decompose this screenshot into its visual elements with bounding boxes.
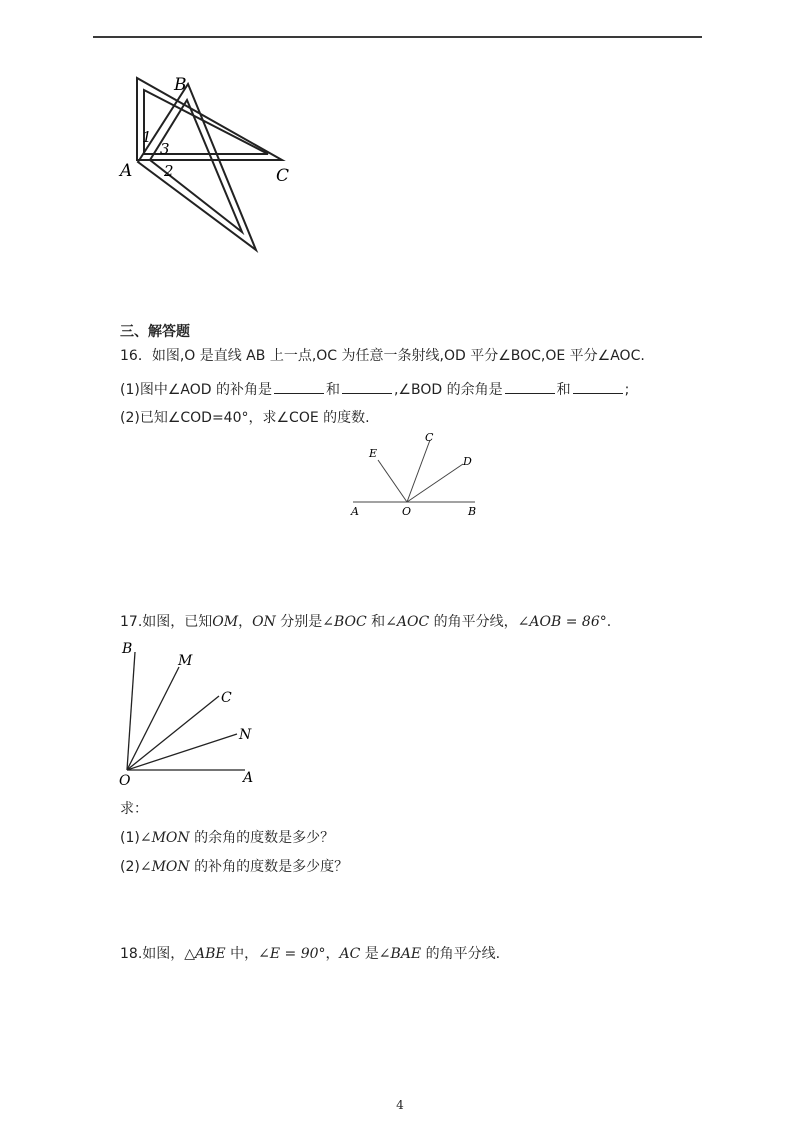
ray-oc [127,696,219,770]
ray-oe [378,460,407,502]
bisector-figure [115,638,265,788]
triangles-figure [110,72,310,257]
header-rule [93,36,702,38]
q17-equation: ∠AOB = 86° [517,614,607,630]
q17-sub2-math: ∠MON [139,859,190,875]
q16-part2: (2)已知∠COD=40°，求∠COE 的度数. [120,410,370,426]
q18-angle-e: ∠E = 90° [258,946,326,962]
answer-blank [573,379,623,394]
label-d: D [463,455,472,468]
q17-om: OM [212,614,239,630]
label-a: A [243,770,254,786]
q18-text-1: 18.如图， [120,946,185,962]
label-b: B [122,641,133,657]
answer-blank [342,379,392,394]
answer-blank [274,379,324,394]
label-e: E [369,447,378,460]
ray-od [407,464,463,502]
q17-text-5: 的角平分线， [429,614,518,630]
q17-on: ON [252,614,276,630]
q17-boc: ∠BOC [322,614,367,630]
q17-sub1 [120,828,334,848]
answer-blank [505,379,555,394]
q18-bae: ∠BAE [378,946,422,962]
q17-ask: 求： [120,801,148,817]
q17-sub2-text: 的补角的度数是多少度？ [189,859,349,875]
label-o: O [402,505,412,518]
q17-text-4: 和 [366,614,386,630]
angle-3-label: 3 [160,140,170,158]
q17-sub1-math: ∠MON [139,830,190,846]
rays-figure [345,426,490,521]
q16-part1-text-a: (1)图中∠AOD 的补角是 [120,382,272,398]
q18-text-3: ， [325,946,340,962]
q16-text: 16．如图,O 是直线 AB 上一点,OC 为任意一条射线,OD 平分∠BOC,OE 平分∠AOC. [120,348,645,364]
q16-part1-text-d: 和 [556,382,571,398]
q17-text-1: 17.如图，已知 [120,614,213,630]
q16-part1 [120,379,629,400]
label-a: A [351,505,359,518]
q16-part1-text-b: 和 [325,382,340,398]
ray-oc [407,440,430,502]
q17-text [120,612,611,632]
q17-text-2: ， [238,614,253,630]
q16-part1-text-c: ,∠BOD 的余角是 [393,382,503,398]
label-o: O [119,773,131,788]
label-c: C [221,690,232,706]
q16-part1-text-e: ; [624,382,630,398]
ray-ob [127,652,135,770]
label-c: C [425,431,434,444]
q17-sub1-prefix: (1) [120,830,140,846]
angle-2-label: 2 [164,162,174,180]
q17-sub1-text: 的余角的度数是多少？ [189,830,335,846]
section-title: 三、解答题 [120,324,190,340]
label-n: N [239,727,252,743]
q18-triangle: △ABE [184,946,226,962]
angle-1-label: 1 [142,128,152,146]
label-c: C [276,166,290,186]
q17-text-6: . [606,614,612,630]
q18-text-4: 是 [360,946,379,962]
q17-aoc: ∠AOC [385,614,430,630]
ray-om [127,667,179,770]
page-number: 4 [396,1098,404,1112]
q17-text-3: 分别是 [275,614,323,630]
q18-text-2: 中， [225,946,259,962]
q18-text-5: 的角平分线. [421,946,501,962]
label-b: B [174,75,187,95]
label-a: A [120,161,133,181]
ray-on [127,734,237,770]
q18-text [120,944,500,964]
q18-ac: AC [339,946,361,962]
label-b: B [468,505,477,518]
q17-sub2 [120,857,348,877]
q17-sub2-prefix: (2) [120,859,140,875]
label-m: M [178,653,193,669]
